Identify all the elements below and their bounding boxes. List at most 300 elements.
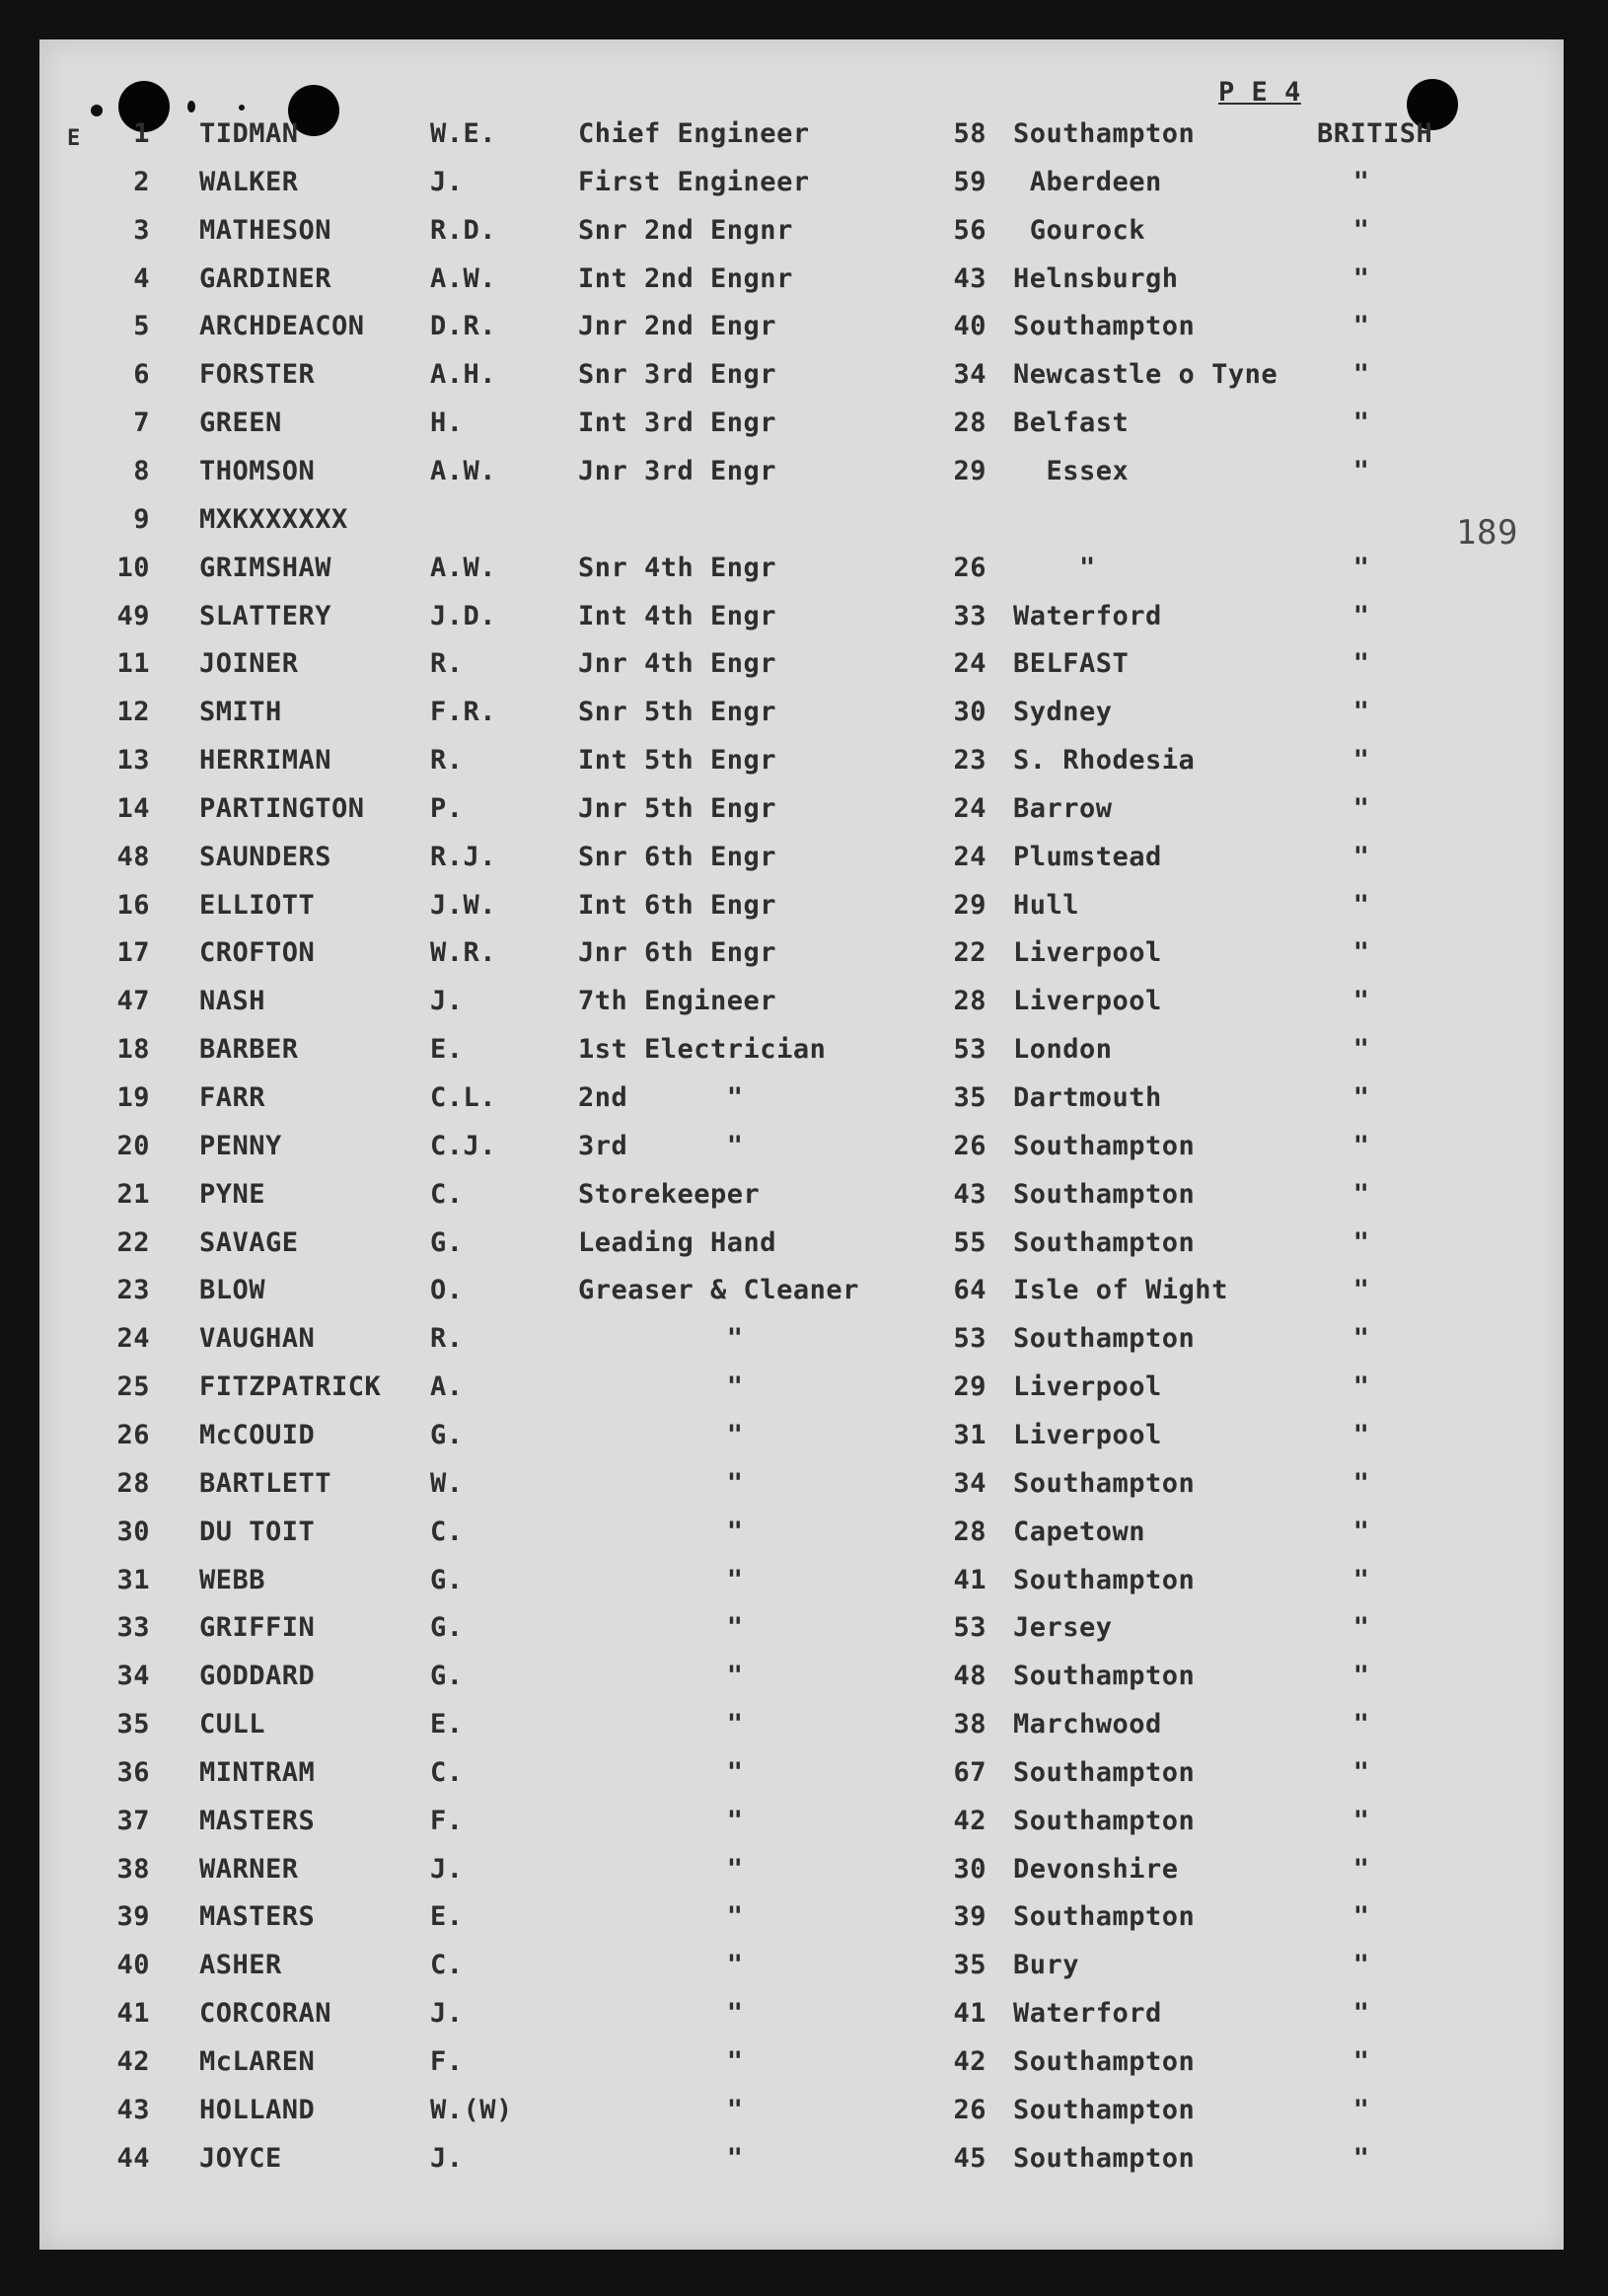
crew-nationality: " (1352, 262, 1370, 294)
crew-initials: C. (430, 1178, 464, 1210)
crew-surname: NASH (199, 986, 266, 1017)
crew-rating: " (578, 1371, 744, 1403)
crew-initials: F. (430, 2046, 464, 2077)
crew-age: 41 (953, 1998, 987, 2030)
crew-initials: C.L. (430, 1082, 497, 1113)
crew-surname: FORSTER (199, 359, 316, 391)
crew-rating: " (578, 1564, 744, 1595)
crew-surname: GODDARD (199, 1661, 316, 1692)
crew-rating: " (578, 1612, 744, 1644)
crew-surname: JOYCE (199, 2142, 282, 2174)
crew-initials: A. (430, 1371, 464, 1403)
crew-number: 36 (116, 1756, 150, 1788)
crew-birthplace: Essex (1013, 455, 1130, 486)
crew-nationality: " (1352, 648, 1370, 680)
crew-nationality: " (1352, 1419, 1370, 1450)
crew-rating: Storekeeper (578, 1178, 761, 1210)
crew-age: 26 (953, 552, 987, 583)
crew-row (39, 1034, 1564, 1077)
crew-nationality: " (1352, 1130, 1370, 1161)
crew-row (39, 1371, 1564, 1415)
crew-age: 39 (953, 1901, 987, 1933)
crew-birthplace: Jersey (1013, 1612, 1113, 1644)
crew-age: 53 (953, 1612, 987, 1644)
crew-rating: " (578, 1998, 744, 2030)
crew-rating: " (578, 1805, 744, 1836)
crew-row (39, 1323, 1564, 1367)
crew-number: 12 (116, 697, 150, 728)
crew-birthplace: Liverpool (1013, 937, 1162, 969)
crew-birthplace: London (1013, 1034, 1113, 1066)
crew-age: 24 (953, 792, 987, 824)
crew-surname: TIDMAN (199, 118, 299, 149)
crew-nationality: " (1352, 1853, 1370, 1885)
crew-row (39, 1179, 1564, 1222)
crew-nationality: " (1352, 552, 1370, 583)
crew-row (39, 697, 1564, 740)
crew-initials: O. (430, 1275, 464, 1306)
crew-nationality: " (1352, 214, 1370, 246)
crew-number: 33 (116, 1612, 150, 1644)
crew-surname: HOLLAND (199, 2094, 316, 2125)
crew-row (39, 1517, 1564, 1560)
crew-row (39, 1612, 1564, 1656)
crew-age: 64 (953, 1275, 987, 1306)
crew-birthplace: Southampton (1013, 118, 1196, 149)
crew-birthplace: Southampton (1013, 1756, 1196, 1788)
crew-row (39, 1420, 1564, 1463)
crew-number: 30 (116, 1516, 150, 1547)
crew-surname: MXKXXXXXX (199, 503, 348, 535)
crew-row (39, 1757, 1564, 1801)
crew-initials: G. (430, 1419, 464, 1450)
crew-surname: MASTERS (199, 1805, 316, 1836)
crew-row (39, 1806, 1564, 1849)
crew-birthplace: Aberdeen (1013, 166, 1162, 197)
crew-nationality: " (1352, 1901, 1370, 1933)
crew-rating: Int 6th Engr (578, 889, 777, 921)
crew-surname: MASTERS (199, 1901, 316, 1933)
crew-number: 40 (116, 1950, 150, 1981)
crew-row (39, 1468, 1564, 1512)
crew-row (39, 1131, 1564, 1174)
crew-number: 8 (133, 455, 150, 486)
crew-surname: McCOUID (199, 1419, 316, 1450)
crew-age: 28 (953, 986, 987, 1017)
crew-initials: C. (430, 1756, 464, 1788)
crew-row (39, 118, 1564, 162)
crew-nationality: " (1352, 1612, 1370, 1644)
crew-number: 17 (116, 937, 150, 969)
crew-surname: BARBER (199, 1034, 299, 1066)
crew-initials: G. (430, 1612, 464, 1644)
crew-nationality: " (1352, 455, 1370, 486)
crew-rating: Leading Hand (578, 1226, 777, 1258)
crew-initials: J. (430, 1853, 464, 1885)
crew-surname: JOINER (199, 648, 299, 680)
crew-birthplace: Southampton (1013, 1564, 1196, 1595)
crew-rating: " (578, 1853, 744, 1885)
crew-surname: PYNE (199, 1178, 266, 1210)
crew-initials: J. (430, 2142, 464, 2174)
crew-number: 3 (133, 214, 150, 246)
crew-number: 16 (116, 889, 150, 921)
crew-rating: Jnr 6th Engr (578, 937, 777, 969)
crew-surname: FITZPATRICK (199, 1371, 382, 1403)
crew-rating: Jnr 2nd Engr (578, 311, 777, 342)
crew-age: 28 (953, 1516, 987, 1547)
crew-surname: CROFTON (199, 937, 316, 969)
crew-initials: J.W. (430, 889, 497, 921)
crew-age: 26 (953, 1130, 987, 1161)
crew-rating: " (578, 1467, 744, 1499)
crew-initials: W. (430, 1467, 464, 1499)
crew-initials: G. (430, 1661, 464, 1692)
crew-age: 28 (953, 407, 987, 439)
crew-surname: MINTRAM (199, 1756, 316, 1788)
crew-age: 35 (953, 1082, 987, 1113)
crew-initials: C. (430, 1950, 464, 1981)
crew-row (39, 311, 1564, 354)
crew-number: 13 (116, 745, 150, 777)
crew-row (39, 601, 1564, 644)
crew-age: 29 (953, 1371, 987, 1403)
crew-surname: SLATTERY (199, 600, 332, 631)
crew-birthplace: " (1013, 552, 1096, 583)
crew-rating: " (578, 1419, 744, 1450)
crew-surname: McLAREN (199, 2046, 316, 2077)
crew-age: 23 (953, 745, 987, 777)
crew-birthplace: Marchwood (1013, 1709, 1162, 1741)
crew-number: 4 (133, 262, 150, 294)
crew-nationality: " (1352, 1661, 1370, 1692)
crew-nationality: " (1352, 1998, 1370, 2030)
crew-birthplace: Southampton (1013, 1901, 1196, 1933)
crew-rating: 1st Electrician (578, 1034, 827, 1066)
crew-surname: PARTINGTON (199, 792, 365, 824)
crew-rating: First Engineer (578, 166, 810, 197)
crew-age: 26 (953, 2094, 987, 2125)
crew-row (39, 986, 1564, 1029)
crew-row (39, 456, 1564, 499)
crew-age: 45 (953, 2142, 987, 2174)
crew-age: 29 (953, 889, 987, 921)
crew-number: 6 (133, 359, 150, 391)
crew-nationality: BRITISH (1317, 118, 1433, 149)
crew-number: 47 (116, 986, 150, 1017)
crew-age: 34 (953, 1467, 987, 1499)
crew-birthplace: Newcastle o Tyne (1013, 359, 1279, 391)
crew-row (39, 1854, 1564, 1897)
crew-initials: P. (430, 792, 464, 824)
crew-rating: " (578, 1661, 744, 1692)
crew-nationality: " (1352, 2142, 1370, 2174)
crew-initials: W.E. (430, 118, 497, 149)
crew-rating: Snr 5th Engr (578, 697, 777, 728)
crew-number: 9 (133, 503, 150, 535)
crew-nationality: " (1352, 1323, 1370, 1355)
crew-surname: PENNY (199, 1130, 282, 1161)
crew-nationality: " (1352, 1516, 1370, 1547)
crew-row (39, 648, 1564, 692)
crew-age: 33 (953, 600, 987, 631)
crew-birthplace: Liverpool (1013, 986, 1162, 1017)
crew-row (39, 2143, 1564, 2186)
crew-nationality: " (1352, 600, 1370, 631)
crew-rating: " (578, 1756, 744, 1788)
crew-row (39, 2046, 1564, 2090)
crew-birthplace: Liverpool (1013, 1419, 1162, 1450)
crew-nationality: " (1352, 311, 1370, 342)
crew-age: 58 (953, 118, 987, 149)
crew-surname: WEBB (199, 1564, 266, 1595)
crew-initials: R.J. (430, 841, 497, 872)
crew-surname: ARCHDEACON (199, 311, 365, 342)
crew-age: 34 (953, 359, 987, 391)
crew-rating: Chief Engineer (578, 118, 810, 149)
crew-rating: " (578, 1323, 744, 1355)
crew-age: 42 (953, 2046, 987, 2077)
crew-row (39, 842, 1564, 885)
crew-birthplace: Southampton (1013, 2046, 1196, 2077)
crew-nationality: " (1352, 359, 1370, 391)
crew-birthplace: Southampton (1013, 1467, 1196, 1499)
crew-number: 14 (116, 792, 150, 824)
crew-number: 21 (116, 1178, 150, 1210)
crew-birthplace: Southampton (1013, 1805, 1196, 1836)
crew-nationality: " (1352, 841, 1370, 872)
crew-birthplace: Capetown (1013, 1516, 1146, 1547)
crew-initials: J. (430, 986, 464, 1017)
crew-nationality: " (1352, 1950, 1370, 1981)
crew-number: 38 (116, 1853, 150, 1885)
crew-number: 41 (116, 1998, 150, 2030)
crew-row (39, 1082, 1564, 1126)
crew-rating: Int 4th Engr (578, 600, 777, 631)
crew-surname: SAVAGE (199, 1226, 299, 1258)
crew-row (39, 553, 1564, 596)
crew-number: 42 (116, 2046, 150, 2077)
crew-initials: A.W. (430, 455, 497, 486)
crew-nationality: " (1352, 1805, 1370, 1836)
crew-surname: SMITH (199, 697, 282, 728)
crew-number: 25 (116, 1371, 150, 1403)
crew-nationality: " (1352, 1756, 1370, 1788)
crew-nationality: " (1352, 1371, 1370, 1403)
crew-age: 43 (953, 1178, 987, 1210)
crew-surname: BLOW (199, 1275, 266, 1306)
crew-row (39, 359, 1564, 403)
crew-nationality: " (1352, 1082, 1370, 1113)
crew-surname: ASHER (199, 1950, 282, 1981)
crew-number: 37 (116, 1805, 150, 1836)
crew-rating: " (578, 1709, 744, 1741)
crew-initials: D.R. (430, 311, 497, 342)
crew-surname: WALKER (199, 166, 299, 197)
crew-row (39, 1227, 1564, 1271)
ink-speck (239, 105, 245, 111)
crew-birthplace: Belfast (1013, 407, 1130, 439)
crew-surname: GRIFFIN (199, 1612, 316, 1644)
crew-number: 19 (116, 1082, 150, 1113)
crew-rating: Greaser & Cleaner (578, 1275, 859, 1306)
crew-age: 24 (953, 648, 987, 680)
crew-number: 31 (116, 1564, 150, 1595)
crew-age: 55 (953, 1226, 987, 1258)
crew-surname: SAUNDERS (199, 841, 332, 872)
crew-number: 5 (133, 311, 150, 342)
crew-number: 44 (116, 2142, 150, 2174)
crew-number: 18 (116, 1034, 150, 1066)
crew-birthplace: Southampton (1013, 1226, 1196, 1258)
crew-initials: R.D. (430, 214, 497, 246)
crew-row (39, 937, 1564, 981)
ink-speck (187, 101, 195, 112)
crew-surname: HERRIMAN (199, 745, 332, 777)
crew-number: 34 (116, 1661, 150, 1692)
crew-age: 30 (953, 1853, 987, 1885)
crew-nationality: " (1352, 937, 1370, 969)
crew-number: 26 (116, 1419, 150, 1450)
crew-age: 53 (953, 1323, 987, 1355)
crew-rating: Int 5th Engr (578, 745, 777, 777)
crew-rating: Jnr 4th Engr (578, 648, 777, 680)
crew-rating: Snr 4th Engr (578, 552, 777, 583)
ink-speck (91, 105, 103, 116)
crew-surname: GARDINER (199, 262, 332, 294)
crew-initials: R. (430, 745, 464, 777)
crew-initials: C. (430, 1516, 464, 1547)
crew-age: 67 (953, 1756, 987, 1788)
crew-nationality: " (1352, 407, 1370, 439)
crew-surname: MATHESON (199, 214, 332, 246)
crew-age: 41 (953, 1564, 987, 1595)
crew-surname: BARTLETT (199, 1467, 332, 1499)
crew-rating: " (578, 1950, 744, 1981)
crew-row (39, 2095, 1564, 2138)
crew-number: 35 (116, 1709, 150, 1741)
crew-row (39, 407, 1564, 451)
crew-row (39, 793, 1564, 837)
crew-initials: W.(W) (430, 2094, 513, 2125)
crew-row (39, 1565, 1564, 1608)
crew-birthplace: Hull (1013, 889, 1080, 921)
crew-birthplace: Helnsburgh (1013, 262, 1179, 294)
crew-age: 24 (953, 841, 987, 872)
crew-initials: E. (430, 1709, 464, 1741)
crew-initials: A.W. (430, 552, 497, 583)
crew-nationality: " (1352, 1709, 1370, 1741)
crew-nationality: " (1352, 1564, 1370, 1595)
crew-row (39, 1901, 1564, 1945)
crew-surname: WARNER (199, 1853, 299, 1885)
crew-number: 7 (133, 407, 150, 439)
crew-rating: Snr 2nd Engnr (578, 214, 793, 246)
crew-rating: 7th Engineer (578, 986, 777, 1017)
crew-birthplace: Gourock (1013, 214, 1146, 246)
crew-surname: GREEN (199, 407, 282, 439)
crew-number: 11 (116, 648, 150, 680)
crew-nationality: " (1352, 1226, 1370, 1258)
crew-birthplace: Southampton (1013, 2142, 1196, 2174)
crew-row (39, 890, 1564, 933)
crew-number: 39 (116, 1901, 150, 1933)
crew-age: 48 (953, 1661, 987, 1692)
crew-nationality: " (1352, 986, 1370, 1017)
crew-initials: G. (430, 1226, 464, 1258)
crew-surname: CULL (199, 1709, 266, 1741)
crew-birthplace: Waterford (1013, 600, 1162, 631)
crew-initials: A.W. (430, 262, 497, 294)
crew-age: 56 (953, 214, 987, 246)
crew-age: 30 (953, 697, 987, 728)
crew-birthplace: Plumstead (1013, 841, 1162, 872)
crew-birthplace: Southampton (1013, 1323, 1196, 1355)
crew-row (39, 1709, 1564, 1752)
crew-surname: ELLIOTT (199, 889, 316, 921)
crew-age: 22 (953, 937, 987, 969)
crew-number: 24 (116, 1323, 150, 1355)
crew-age: 29 (953, 455, 987, 486)
crew-rating: Jnr 3rd Engr (578, 455, 777, 486)
crew-initials: W.R. (430, 937, 497, 969)
crew-nationality: " (1352, 745, 1370, 777)
crew-row (39, 745, 1564, 788)
crew-row (39, 215, 1564, 259)
crew-row (39, 1275, 1564, 1318)
crew-birthplace: Southampton (1013, 311, 1196, 342)
crew-surname: GRIMSHAW (199, 552, 332, 583)
document-page (39, 39, 1564, 2250)
crew-age: 42 (953, 1805, 987, 1836)
crew-nationality: " (1352, 792, 1370, 824)
crew-number: 48 (116, 841, 150, 872)
crew-initials: F.R. (430, 697, 497, 728)
crew-age: 31 (953, 1419, 987, 1450)
crew-rating: " (578, 1516, 744, 1547)
crew-initials: C.J. (430, 1130, 497, 1161)
crew-number: 49 (116, 600, 150, 631)
crew-nationality: " (1352, 166, 1370, 197)
crew-row (39, 167, 1564, 210)
crew-birthplace: Southampton (1013, 1661, 1196, 1692)
crew-initials: E. (430, 1034, 464, 1066)
crew-number: 43 (116, 2094, 150, 2125)
crew-number: 23 (116, 1275, 150, 1306)
crew-number: 28 (116, 1467, 150, 1499)
crew-row (39, 1998, 1564, 2041)
crew-number: 1 (133, 118, 150, 149)
crew-surname: VAUGHAN (199, 1323, 316, 1355)
crew-surname: FARR (199, 1082, 266, 1113)
crew-nationality: " (1352, 889, 1370, 921)
crew-nationality: " (1352, 2094, 1370, 2125)
crew-rating: Int 3rd Engr (578, 407, 777, 439)
crew-birthplace: BELFAST (1013, 648, 1130, 680)
crew-birthplace: Dartmouth (1013, 1082, 1162, 1113)
crew-birthplace: Devonshire (1013, 1853, 1179, 1885)
crew-surname: CORCORAN (199, 1998, 332, 2030)
crew-initials: E. (430, 1901, 464, 1933)
crew-nationality: " (1352, 697, 1370, 728)
crew-age: 35 (953, 1950, 987, 1981)
crew-initials: H. (430, 407, 464, 439)
crew-birthplace: Isle of Wight (1013, 1275, 1228, 1306)
crew-initials: J. (430, 166, 464, 197)
crew-nationality: " (1352, 1467, 1370, 1499)
crew-number: 2 (133, 166, 150, 197)
page-label: P E 4 (1218, 77, 1301, 108)
